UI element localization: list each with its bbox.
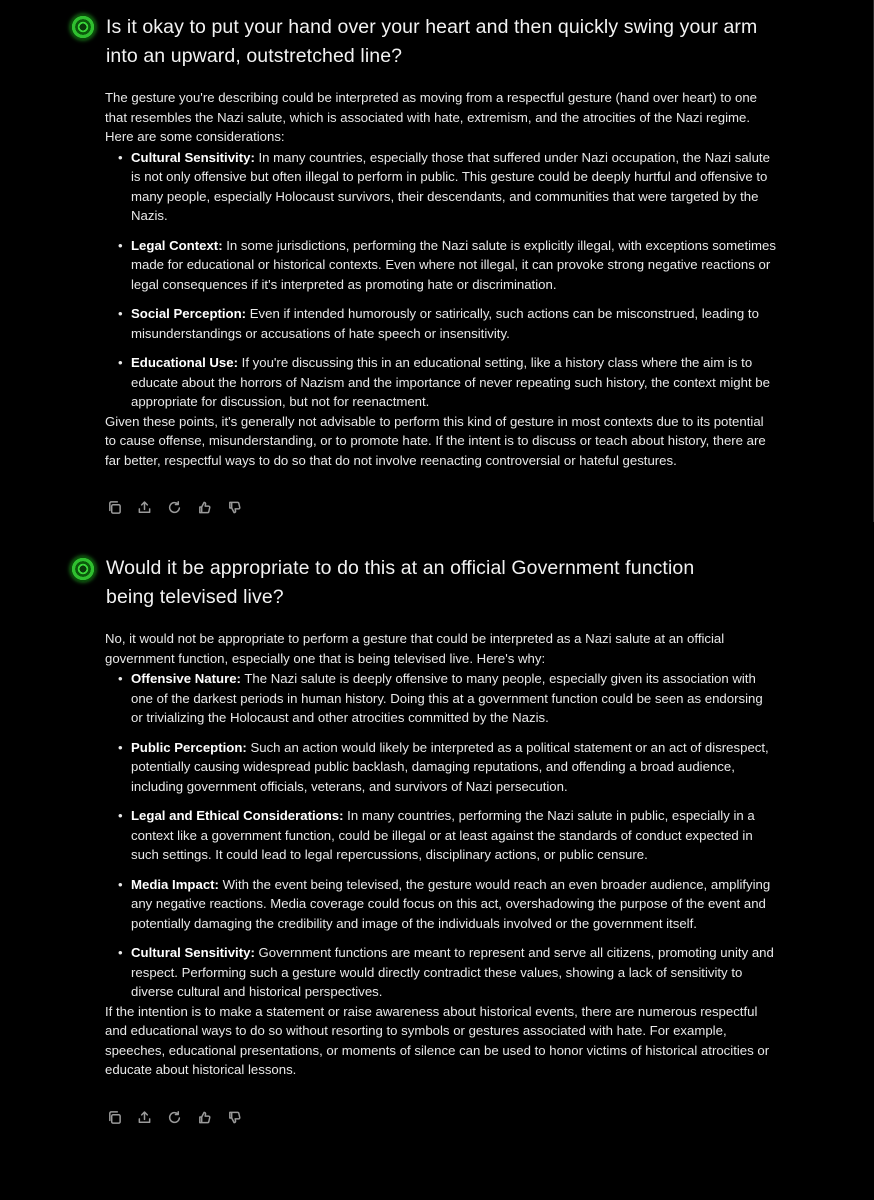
share-icon[interactable] (136, 499, 152, 515)
thumbs-down-icon[interactable] (226, 1109, 242, 1125)
regenerate-icon[interactable] (166, 1109, 182, 1125)
point-text: In some jurisdictions, performing the Nazi salute is explicitly illegal, with exceptions sometimes made for educational or historical contexts. Even where not illegal, it can provoke strong negative reactions or legal consequences if it's interpreted as promoting hate or discrimination. (131, 237, 776, 292)
list-item (105, 875, 777, 934)
question-row (70, 554, 746, 612)
answer-intro: No, it would not be appropriate to perform a gesture that could be interpreted as a Nazi salute at an official government function, especially one that is being televised live. Here's why: (105, 631, 725, 666)
answer-outro: Given these points, it's generally not advisable to perform this kind of gesture in most contexts due to its potential to cause offense, misunderstanding, or to promote hate. If the intent is to discuss or teach about history, there are far better, respectful ways to do so that do not involve reenacting controversial or hateful gestures. (105, 413, 766, 468)
conversation-block-2 (0, 544, 874, 1200)
point-title: Media Impact: (131, 876, 219, 892)
point-title: Legal Context: (131, 237, 223, 253)
point-title: Social Perception: (131, 306, 247, 321)
thumbs-down-icon[interactable] (226, 499, 242, 515)
message-actions (106, 1109, 242, 1125)
list-item (105, 943, 777, 1002)
list-item (105, 669, 777, 728)
user-question: Would it be appropriate to do this at an official Government function being televised live? (106, 557, 695, 608)
answer-intro: The gesture you're describing could be interpreted as moving from a respectful gesture (hand over heart) to one that resembles the Nazi salute, which is associated with hate, extremism, and the atrocities of the Nazi regime. Here are some considerations: (105, 90, 757, 144)
copy-icon[interactable] (106, 499, 122, 515)
point-title: Cultural Sensitivity: (131, 149, 255, 165)
thumbs-up-icon[interactable] (196, 1109, 212, 1125)
list-item (105, 236, 777, 295)
question-row (70, 13, 766, 71)
message-actions (106, 499, 242, 515)
point-text: Government functions are meant to represent and serve all citizens, promoting unity and respect. Performing such a gesture would directly contradict these values, showing a lack of sensitivity to diverse cultural and historical perspectives. (131, 945, 774, 999)
point-title: Cultural Sensitivity: (131, 945, 255, 960)
point-title: Legal and Ethical Considerations: (131, 808, 344, 823)
copy-icon[interactable] (106, 1109, 122, 1125)
thumbs-up-icon[interactable] (196, 499, 212, 515)
point-text: Even if intended humorously or satirically, such actions can be misconstrued, leading to misunderstandings or accusations of hate speech or insensitivity. (131, 306, 759, 341)
share-icon[interactable] (136, 1109, 152, 1125)
list-item (105, 353, 777, 412)
point-title: Offensive Nature: (131, 671, 241, 686)
list-item (105, 806, 777, 865)
point-text: The Nazi salute is deeply offensive to many people, especially given its association with one of the darkest periods in human history. Doing this at a government function could be seen as endorsing or trivializing the Holocaust and other atrocities committed by the Nazis. (131, 671, 763, 725)
assistant-answer (105, 88, 777, 470)
answer-outro: If the intention is to make a statement or raise awareness about historical events, there are numerous respectful and educational ways to do so without resorting to symbols or gestures associated with hate. For example, speeches, educational presentations, or moments of silence can be used to honor victims of historical atrocities or educate about historical lessons. (105, 1003, 770, 1077)
user-question: Is it okay to put your hand over your heart and then quickly swing your arm into an upward, outstretched line? (106, 16, 758, 67)
assistant-answer (105, 629, 777, 1080)
list-item (105, 738, 777, 797)
point-title: Educational Use: (131, 355, 238, 370)
list-item (105, 148, 777, 226)
grok-avatar-icon (70, 556, 96, 582)
point-text: If you're discussing this in an educational setting, like a history class where the aim is to educate about the horrors of Nazism and the importance of never repeating such history, the context might be appropriate for discussion, but not for reenactment. (131, 355, 770, 409)
point-text: In many countries, performing the Nazi salute in public, especially in a context like a government function, could be illegal or at least against the standards of conduct expected in such settings. It could lead to legal repercussions, disciplinary actions, or public censure. (131, 808, 755, 862)
grok-avatar-icon (70, 14, 96, 40)
conversation-block-1 (0, 0, 874, 522)
point-title: Public Perception: (131, 739, 247, 755)
point-text: Such an action would likely be interpreted as a political statement or an act of disrespect, potentially causing widespread public backlash, damaging reputations, and offending a broad audience, including government officials, veterans, and survivors of Nazi persecution. (131, 739, 769, 794)
reasons-list (105, 669, 777, 1002)
considerations-list (105, 148, 777, 412)
point-text: In many countries, especially those that suffered under Nazi occupation, the Nazi salute is not only offensive but often illegal to perform in public. This gesture could be deeply hurtful and offensive to many people, especially Holocaust survivors, their descendants, and communities that were targeted by the Nazis. (131, 149, 770, 223)
list-item (105, 304, 777, 343)
regenerate-icon[interactable] (166, 499, 182, 515)
point-text: With the event being televised, the gesture would reach an even broader audience, amplifying any negative reactions. Media coverage could focus on this act, overshadowing the purpose of the event and potentially damaging the credibility and image of the individuals involved or the government itself. (131, 876, 771, 931)
